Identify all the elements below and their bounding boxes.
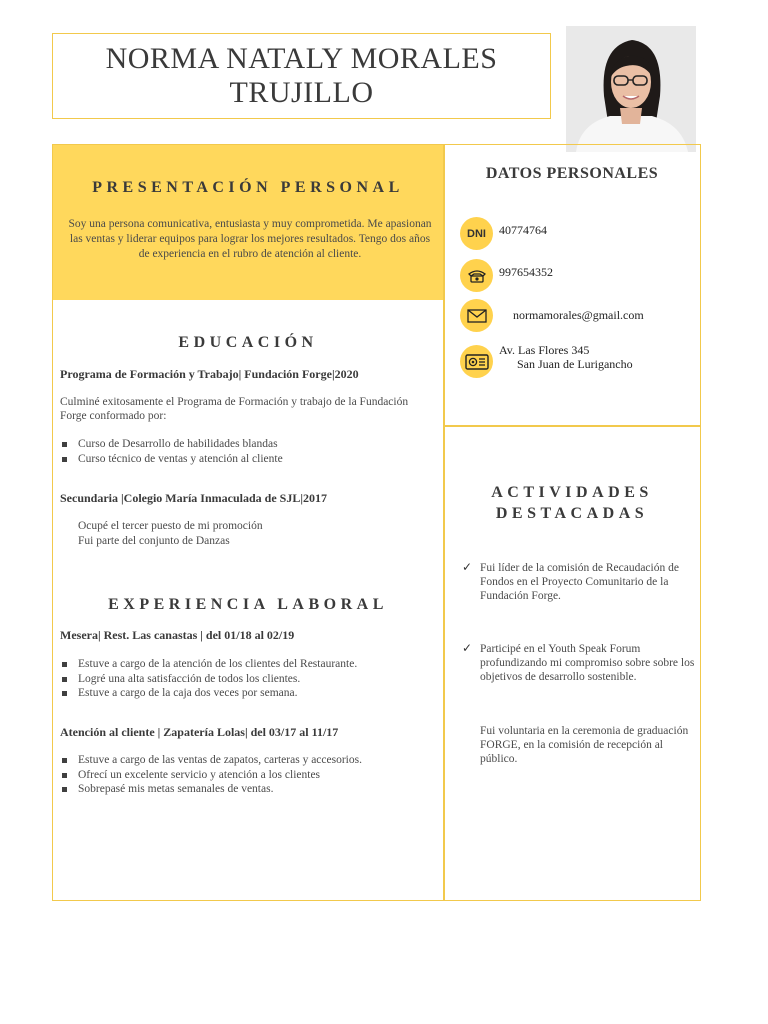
name-line-1: NORMA NATALY MORALES	[105, 42, 498, 75]
list-item: Sobrepasé mis metas semanales de ventas.	[60, 782, 362, 797]
name-box	[52, 33, 551, 119]
educacion-entry2-line2: Fui parte del conjunto de Danzas	[78, 535, 230, 547]
educacion-title: EDUCACIÓN	[178, 334, 318, 351]
check-icon: ✓	[462, 560, 473, 574]
actividades-title-line1: ACTIVIDADES	[491, 484, 653, 501]
phone-icon	[460, 259, 493, 292]
address-line-2: San Juan de Lurigancho	[517, 357, 633, 371]
list-item: Estuve a cargo de las ventas de zapatos, carteras y accesorios.	[60, 753, 362, 768]
dni-icon	[460, 217, 493, 250]
actividad-1: Fui líder de la comisión de Recaudación de Fondos en el Proyecto Comunitario de la Fundación Forge.	[480, 562, 679, 602]
experiencia-job1-list	[60, 657, 357, 701]
list-item: Ofrecí un excelente servicio y atención a los clientes	[60, 768, 362, 783]
list-item: Logré una alta satisfacción de todos los clientes.	[60, 672, 357, 687]
actividades-title	[443, 482, 701, 524]
datos-title: DATOS PERSONALES	[485, 165, 659, 182]
experiencia-job2-list	[60, 753, 362, 797]
right-column-divider	[443, 425, 701, 427]
educacion-entry1-list	[60, 437, 283, 466]
profile-photo	[566, 26, 696, 152]
educacion-entry2-line1: Ocupé el tercer puesto de mi promoción	[78, 520, 263, 532]
list-item: Curso técnico de ventas y atención al cliente	[60, 452, 283, 467]
presentacion-title: PRESENTACIÓN PERSONAL	[92, 179, 404, 196]
presentacion-section	[53, 145, 443, 300]
portrait-illustration	[566, 26, 696, 152]
address-card-icon	[460, 345, 493, 378]
educacion-entry1-text: Culminé exitosamente el Programa de Formación y trabajo de la Fundación Forge conformado por:	[60, 396, 409, 422]
list-item: Curso de Desarrollo de habilidades blandas	[60, 437, 283, 452]
name-line-2: TRUJILLO	[229, 76, 374, 109]
actividad-3: Fui voluntaria en la ceremonia de graduación FORGE, en la comisión de recepción al público.	[480, 725, 689, 765]
envelope-icon	[460, 299, 493, 332]
dni-label: DNI	[467, 227, 486, 240]
actividades-title-line2: DESTACADAS	[495, 505, 649, 522]
educacion-entry1-title: Programa de Formación y Trabajo| Fundación Forge|2020	[60, 367, 359, 381]
experiencia-job1-title: Mesera| Rest. Las canastas | del 01/18 al 02/19	[60, 628, 295, 642]
phone-value: 997654352	[499, 265, 553, 279]
email-value: normamorales@gmail.com	[513, 308, 644, 322]
list-item: Estuve a cargo de la atención de los clientes del Restaurante.	[60, 657, 357, 672]
list-item: Estuve a cargo de la caja dos veces por semana.	[60, 686, 357, 701]
educacion-entry2-title: Secundaria |Colegio María Inmaculada de SJL|2017	[60, 491, 327, 505]
experiencia-title: EXPERIENCIA LABORAL	[108, 596, 388, 613]
dni-value: 40774764	[499, 223, 547, 237]
actividad-2: Participé en el Youth Speak Forum profundizando mi compromiso sobre sobre los objetivos de desarrollo sostenible.	[480, 643, 695, 683]
check-icon: ✓	[462, 641, 473, 655]
address-line-1: Av. Las Flores 345	[499, 343, 590, 357]
experiencia-job2-title: Atención al cliente | Zapatería Lolas| del 03/17 al 11/17	[60, 725, 339, 739]
presentacion-text: Soy una persona comunicativa, entusiasta y muy comprometida. Me apasionan las ventas y liderar equipos para lograr los mejores resultados. Tengo dos años de experiencia en el rubro de atención al cliente.	[68, 218, 432, 260]
